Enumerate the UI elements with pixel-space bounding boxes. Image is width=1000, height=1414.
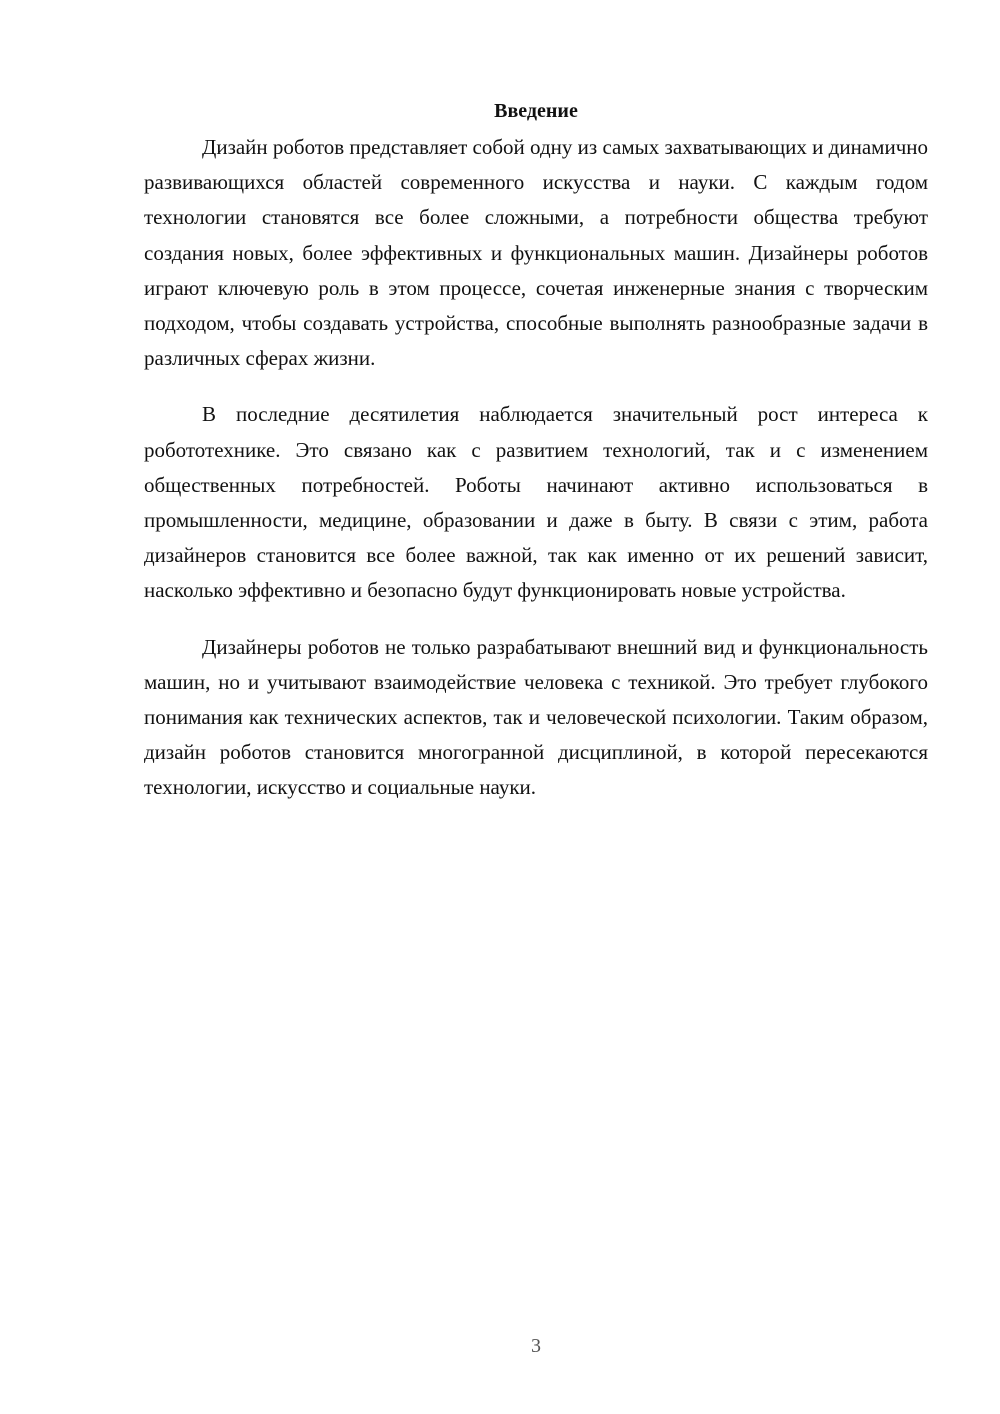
paragraph-3: Дизайнеры роботов не только разрабатывают внешний вид и функциональность машин, но и учитывают взаимодействие человека с техникой. Это требует глубокого понимания как технических аспектов, так и человеческой психологии. Таким образом, дизайн роботов становится многогранной дисциплиной, в которой пересекаются технологии, искусство и социальные науки. <box>144 634 928 800</box>
section-title: Введение <box>494 100 578 122</box>
paragraph-2: В последние десятилетия наблюдается значительный рост интереса к робототехнике. Это связано как с развитием технологий, так и с изменением общественных потребностей. Роботы начинают активно использоваться в промышленности, медицине, образовании и даже в быту. В связи с этим, работа дизайнеров становится все более важной, так как именно от их решений зависит, насколько эффективно и безопасно будут функционировать новые устройства. <box>144 402 928 603</box>
page-number: 3 <box>531 1335 541 1357</box>
page-content <box>144 96 928 806</box>
paragraph-1: Дизайн роботов представляет собой одну из самых захватывающих и динамично развивающихся областей современного искусства и науки. С каждым годом технологии становятся все более сложными, а потребности общества требуют создания новых, более эффективных и функциональных машин. Дизайнеры роботов играют ключевую роль в этом процессе, сочетая инженерные знания с творческим подходом, чтобы создавать устройства, способные выполнять разнообразные задачи в различных сферах жизни. <box>144 135 928 371</box>
